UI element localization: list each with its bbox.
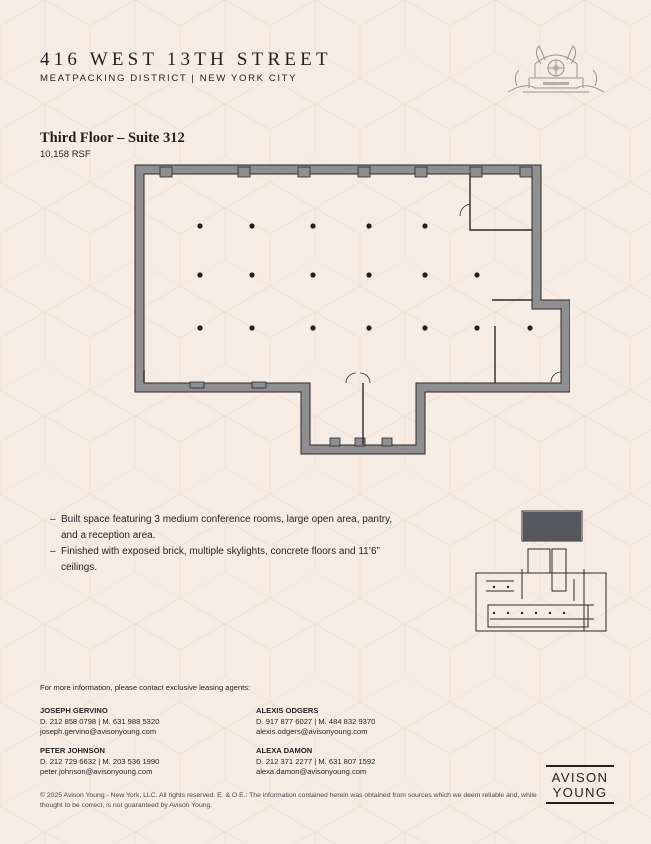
agent-name: JOSEPH GERVINO (40, 706, 108, 715)
columns (197, 223, 532, 330)
floor-title: Third Floor – Suite 312 (40, 130, 185, 146)
bullet-dash: – (50, 546, 56, 557)
contact-intro: For more information, please contact exclusive leasing agents: (40, 683, 251, 692)
agent-card (256, 746, 375, 778)
agent-phone: D. 212 858 0798 | M. 631 988 5320 (40, 716, 160, 726)
agent-name: PETER JOHNSON (40, 746, 105, 755)
exterior-walls (135, 165, 570, 454)
feature-list (50, 512, 400, 576)
property-title: 416 WEST 13TH STREET (40, 49, 332, 70)
agent-email[interactable]: peter.johnson@avisonyoung.com (40, 767, 153, 776)
building-key-plan-icon (474, 509, 612, 633)
feature-text: Finished with exposed brick, multiple skylights, concrete floors and 11’6” ceilings. (61, 546, 380, 573)
agent-card (40, 746, 159, 778)
logo-line-2: YOUNG (552, 785, 608, 800)
agent-phone: D. 212 371 2277 | M. 631 807 1592 (256, 756, 376, 766)
bullet-dash: – (50, 514, 56, 525)
property-location: MEATPACKING DISTRICT | NEW YORK CITY (40, 73, 298, 84)
floor-area: 10,158 RSF (40, 149, 91, 160)
door-swings (346, 204, 561, 383)
logo-line-1: AVISON (551, 770, 609, 785)
agent-email[interactable]: alexis.odgers@avisonyoung.com (256, 727, 368, 736)
agent-name: ALEXIS ODGERS (256, 706, 319, 715)
agent-email[interactable]: alexa.damon@avisonyoung.com (256, 767, 367, 776)
interior-walls (144, 174, 532, 445)
feature-text: Built space featuring 3 medium conference rooms, large open area, pantry, and a reception area. (61, 514, 393, 541)
agent-card (256, 706, 375, 738)
agent-phone: D. 917 877 6027 | M. 484 832 9370 (256, 716, 376, 726)
feature-item (50, 544, 400, 576)
floor-plan-drawing (130, 160, 570, 460)
copyright-disclaimer: © 2025 Avison Young - New York, LLC. All rights reserved. E. & O.E.: The information contained herein was obtained from sources which we deem reliable and, while thought to be correct, is not guaranteed by Avison Young. (40, 792, 537, 809)
feature-item (50, 512, 400, 544)
agent-email[interactable]: joseph.gervino@avisonyoung.com (40, 727, 157, 736)
agent-name: ALEXA DAMON (256, 746, 313, 755)
building-seal-logo-icon (505, 42, 607, 96)
avison-young-logo (546, 765, 614, 804)
agent-phone: D. 212 729 6632 | M. 203 536 1990 (40, 756, 160, 766)
agent-card (40, 706, 159, 738)
